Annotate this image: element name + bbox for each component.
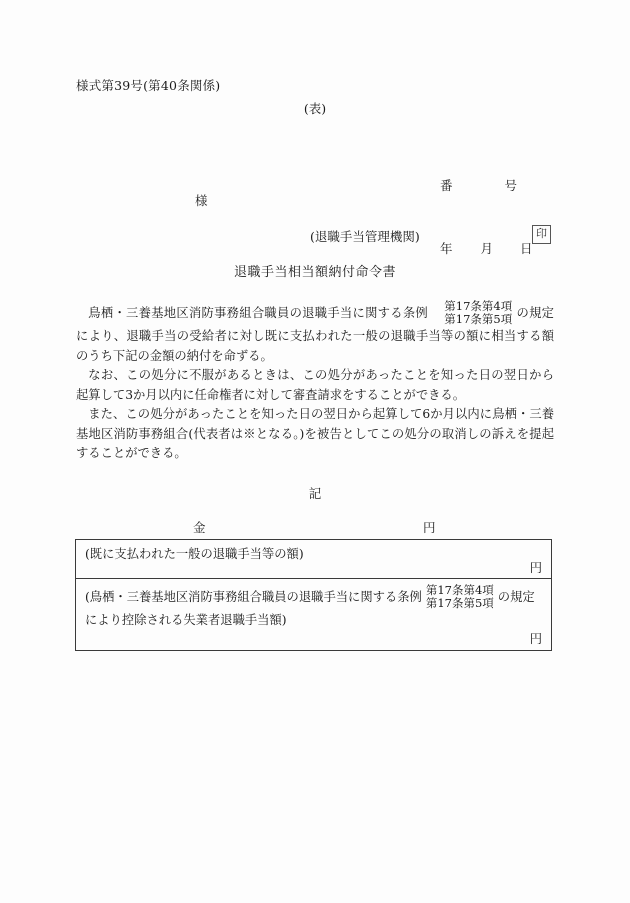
clause-reference-2-line2: 第17条第5項 (425, 596, 494, 610)
issuing-authority-name: (退職手当管理機関) (310, 229, 420, 244)
clause-reference-1-line1: 第17条第4項 (444, 298, 513, 313)
body-paragraph-2: なお、この処分に不服があるときは、この処分があったことを知った日の翌日から起算して3か月以内に任命権者に対して審査請求をすることができる。 (76, 368, 554, 402)
currency-label: 円 (423, 520, 436, 535)
amount-row-1-description: (既に支払われた一般の退職手当等の額) (85, 547, 304, 561)
body-paragraph-3: また、この処分があったことを知った日の翌日から起算して6か月以内に鳥栖・三養基地区消防事務組合(代表者は※となる。)を被告としてこの処分の取消しの訴えを提起することができる。 (76, 407, 554, 460)
amount-label: 金 (193, 520, 206, 535)
document-number-row (440, 175, 533, 196)
amount-row-1-unit: 円 (529, 561, 542, 575)
amount-header-row (76, 518, 554, 536)
table-row (76, 579, 551, 650)
ordinance-name-1: 鳥栖・三養基地区消防事務組合職員の退職手当に関する条例 (88, 306, 428, 320)
ordinance-text-2: の規定により控除される失業者退職手当額) (85, 590, 535, 627)
clause-reference-1-line2: 第17条第5項 (444, 312, 513, 326)
ordinance-text-1: の規定により、退職手当の受給者に対し既に支払われた一般の退職手当等の額に相当する額のうち下記の金額の納付を命ずる。 (76, 306, 554, 363)
page-title: 退職手当相当額納付命令書 (233, 265, 396, 280)
number-unit-label: 号 (504, 178, 518, 193)
document-side-label: (表) (303, 101, 327, 116)
amount-table (75, 539, 552, 651)
document-body (76, 300, 554, 464)
ordinance-name-2: (鳥栖・三養基地区消防事務組合職員の退職手当に関する条例 (85, 590, 422, 604)
amount-row-2-unit: 円 (529, 632, 542, 646)
body-paragraph-1 (76, 300, 554, 366)
day-label: 日 (520, 241, 533, 256)
issuing-authority-row (0, 227, 630, 247)
table-row (76, 540, 551, 579)
clause-reference-2-line1: 第17条第4項 (425, 582, 494, 597)
addressee-honorific: 様 (195, 193, 208, 208)
seal-stamp-icon: 印 (532, 225, 551, 244)
month-label: 月 (480, 241, 494, 256)
form-number-label: 様式第39号(第40条関係) (76, 78, 221, 93)
record-marker: 記 (308, 486, 322, 501)
clause-reference-2 (426, 584, 494, 611)
number-label: 番 (440, 178, 453, 193)
clause-reference-1 (432, 300, 512, 327)
amount-row-2-description (85, 584, 542, 631)
year-label: 年 (440, 241, 453, 256)
